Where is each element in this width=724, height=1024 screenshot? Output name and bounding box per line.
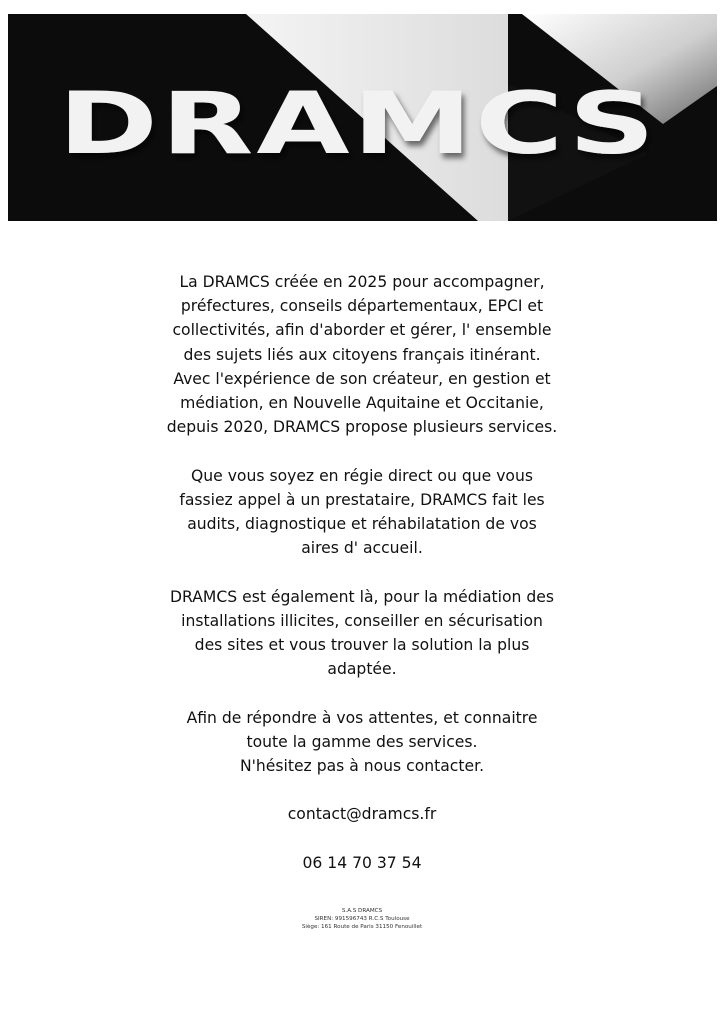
text-line: DRAMCS est également là, pour la médiation des	[170, 587, 554, 606]
contact-invite-paragraph	[120, 706, 604, 779]
text-line: adaptée.	[327, 660, 397, 679]
text-line: installations illicites, conseiller en sécurisation	[181, 611, 543, 630]
text-line: Que vous soyez en régie direct ou que vous	[191, 466, 533, 485]
company-name: S.A.S DRAMCS	[341, 908, 383, 914]
logo-wordmark: DRAMCS	[58, 74, 658, 174]
text-line: Avec l'expérience de son créateur, en gestion et	[173, 369, 551, 388]
text-line: des sujets liés aux citoyens français itinérant.	[183, 345, 541, 364]
text-line: collectivités, afin d'aborder et gérer, l' ensemble	[172, 321, 552, 340]
text-line: Afin de répondre à vos attentes, et connaitre	[186, 708, 538, 727]
text-line: des sites et vous trouver la solution la plus	[194, 636, 530, 655]
text-line: N'hésitez pas à nous contacter.	[239, 757, 485, 776]
text-line: préfectures, conseils départementaux, EPCI et	[180, 297, 544, 316]
text-line: médiation, en Nouvelle Aquitaine et Occitanie,	[180, 394, 544, 413]
head-office-address: Siège: 161 Route de Paris 31150 Fenouillet	[301, 924, 423, 931]
text-line: aires d' accueil.	[301, 539, 423, 558]
mediation-paragraph	[120, 585, 604, 682]
text-line: audits, diagnostique et réhabilatation de vos	[187, 515, 537, 534]
text-line: fassiez appel à un prestataire, DRAMCS fait les	[179, 490, 545, 509]
banner-graphic	[8, 14, 717, 221]
text-line: depuis 2020, DRAMCS propose plusieurs services.	[166, 418, 558, 437]
phone-number[interactable]: 06 14 70 37 54	[302, 853, 422, 872]
services-paragraph	[120, 464, 604, 561]
email-link[interactable]: contact@dramcs.fr	[287, 805, 437, 824]
brand-banner	[8, 14, 717, 221]
text-line: toute la gamme des services.	[246, 732, 478, 751]
text-line: La DRAMCS créée en 2025 pour accompagner,	[179, 273, 545, 291]
siren-number: SIREN: 991596743 R.C.S Toulouse	[314, 916, 410, 923]
legal-footer	[162, 907, 562, 932]
main-text	[120, 270, 604, 899]
intro-paragraph	[120, 270, 604, 439]
